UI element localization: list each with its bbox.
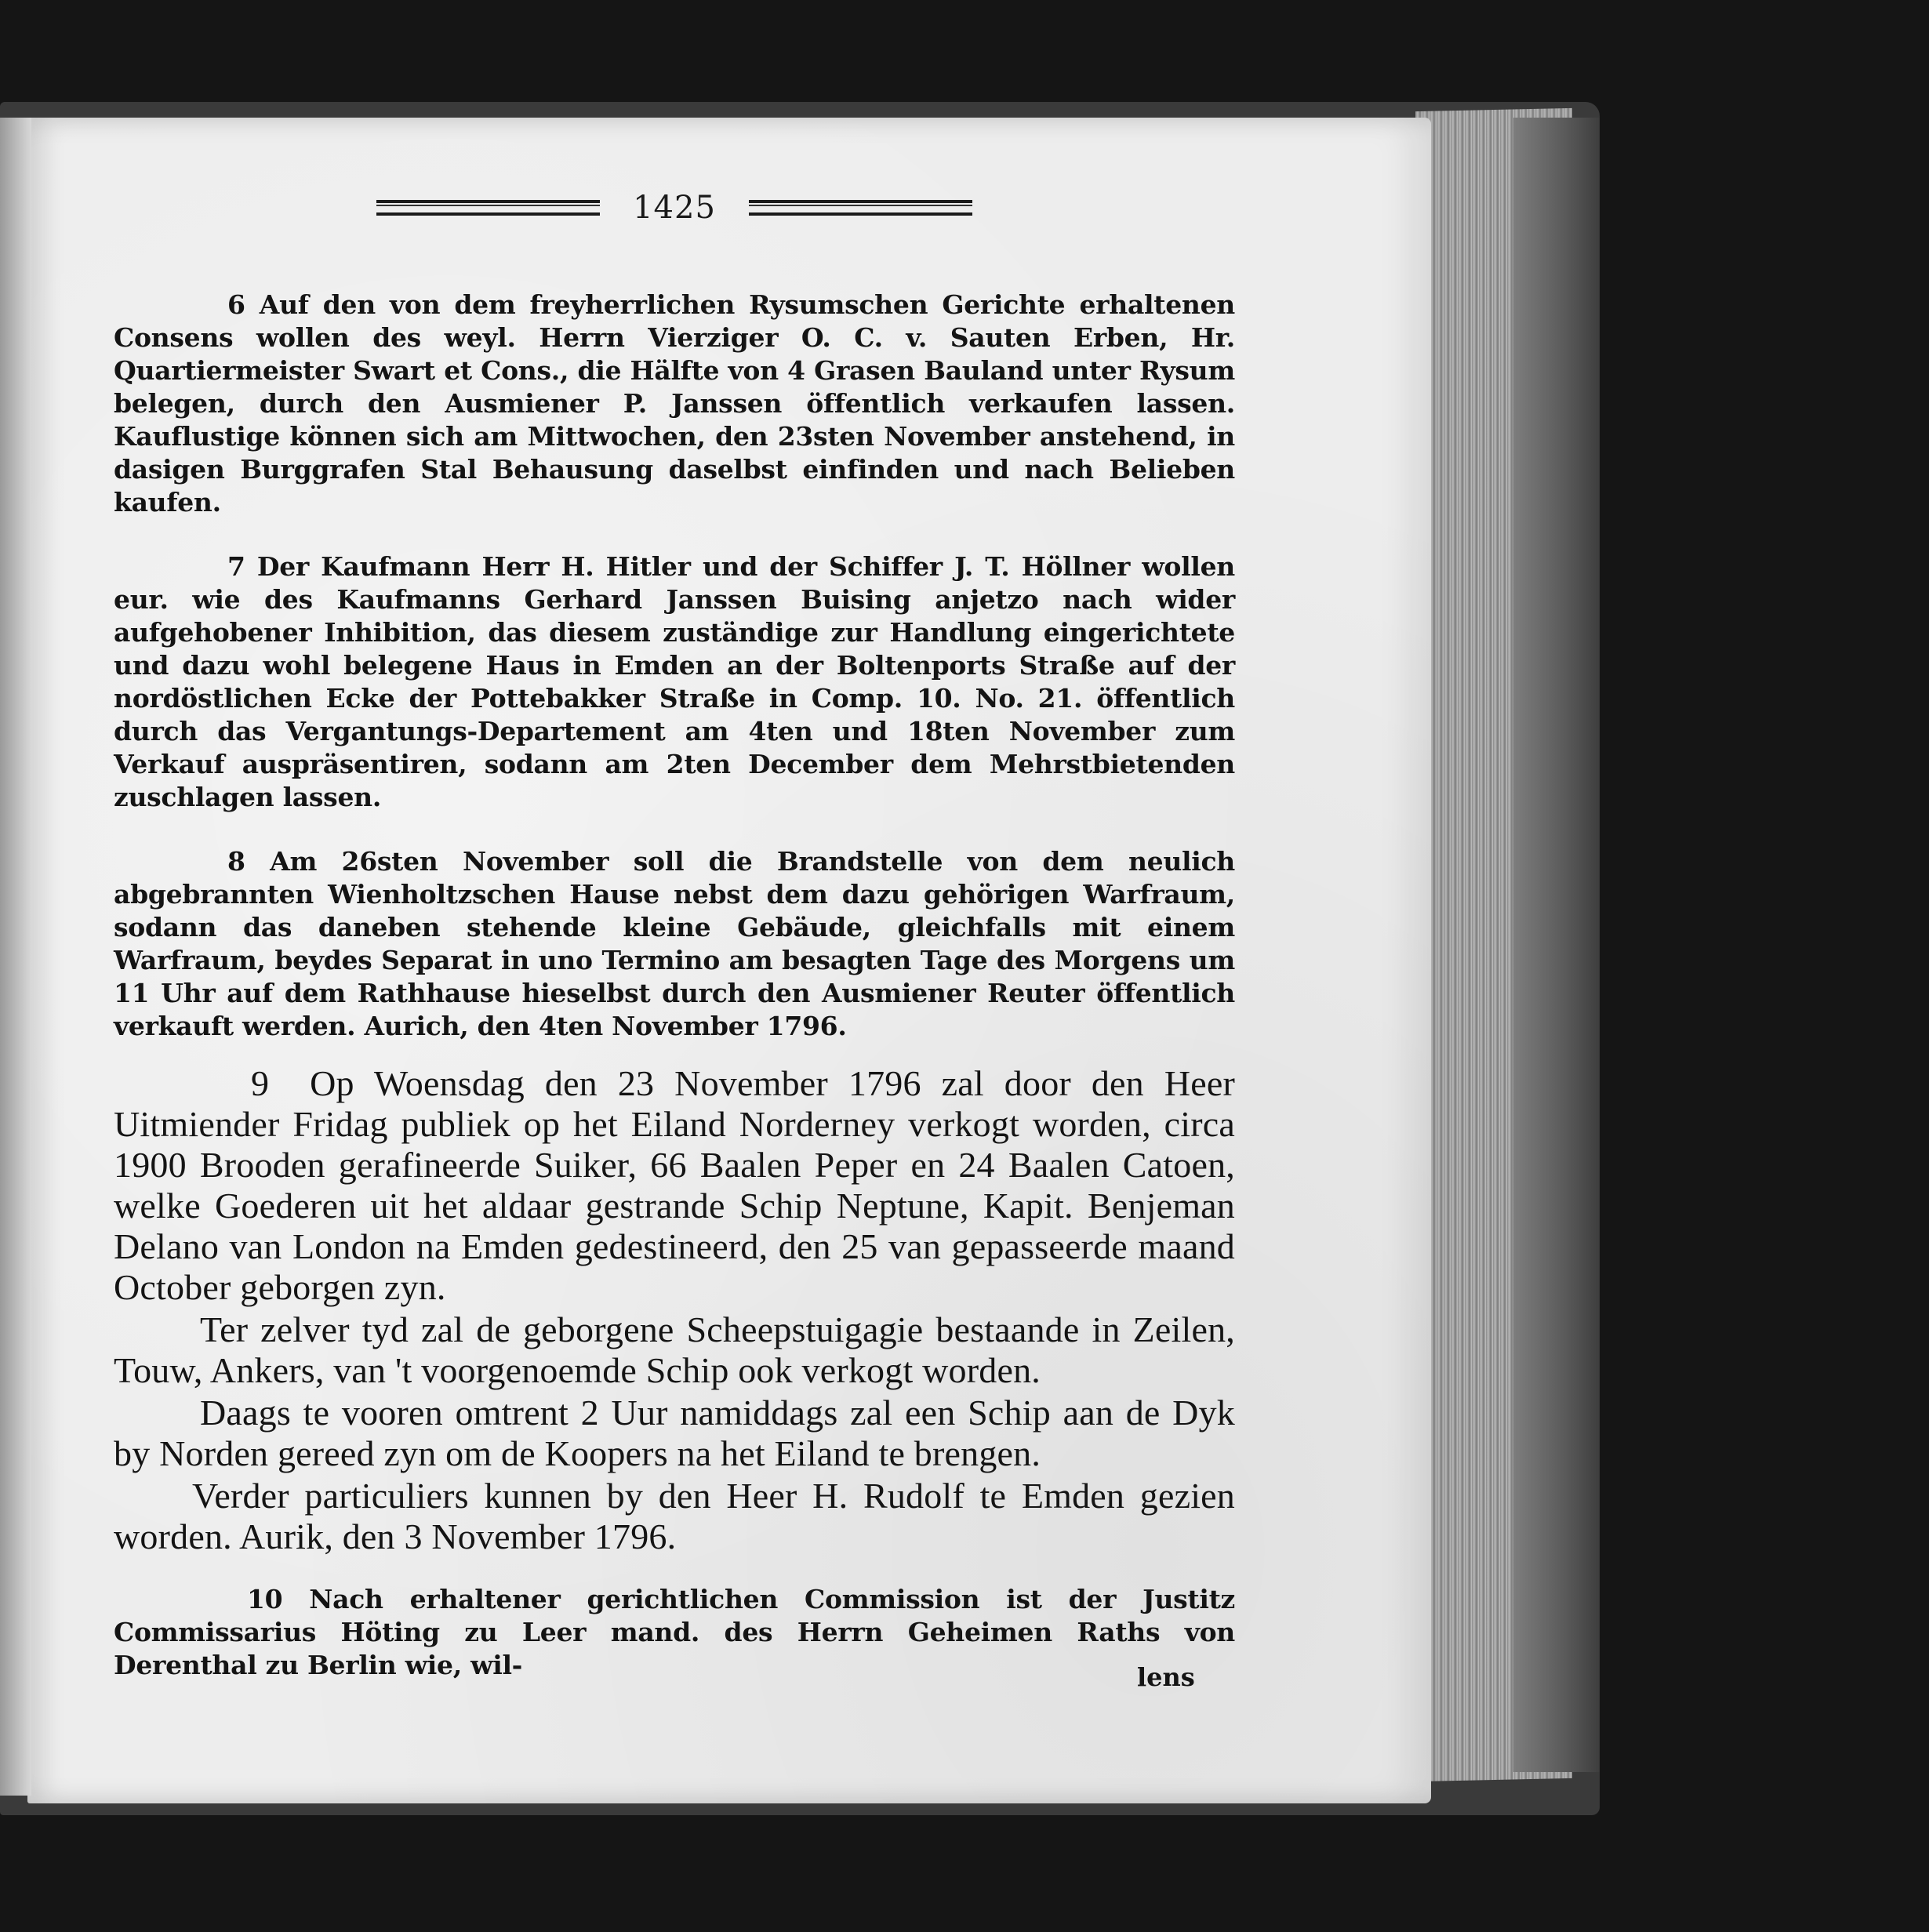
notice-number: 7 xyxy=(227,551,245,582)
notice-9-part-2: Ter zelver tyd zal de geborgene Scheepstuigagie bestaande in Zeilen, Touw, Ankers, van 't voorgenoemde Schip ook verkogt worden. xyxy=(114,1309,1235,1390)
notice-10 xyxy=(114,1583,1235,1682)
catchword: lens xyxy=(1137,1662,1195,1692)
notice-number: 10 xyxy=(247,1584,283,1614)
notice-6 xyxy=(114,289,1235,519)
notice-9 xyxy=(114,1063,1235,1308)
notice-text: Auf den von dem freyherrlichen Rysumschen Gerichte erhaltenen Consens wollen des weyl. Herrn Vierziger O. C. v. Sauten Erben, Hr. Quartiermeister Swart et Cons., die Hälfte von 4 Grasen Bauland unter Rysum belegen, durch den Ausmiener P. Janssen öffentlich verkaufen lassen. Kauflustige können sich am Mittwochen, den 23sten November anstehend, in dasigen Burggrafen Stal Behausung daselbst einfinden und nach Belieben kaufen. xyxy=(114,289,1235,518)
header-rule-left xyxy=(376,200,600,216)
text-column xyxy=(114,263,1235,1682)
notice-text: Op Woensdag den 23 November 1796 zal door den Heer Uitmiender Fridag publiek op het Eiland Norderney verkogt worden, circa 1900 Brooden gerafineerde Suiker, 66 Baalen Peper en 24 Baalen Catoen, welke Goederen uit het aldaar gestrande Schip Neptune, Kapit. Benjeman Delano van London na Emden gedestineerd, den 25 van gepasseerde maand October geborgen zyn. xyxy=(114,1063,1235,1307)
notice-text: Am 26sten November soll die Brandstelle von dem neulich abgebrannten Wienholtzschen Hause nebst dem dazu gehörigen Warfraum, sodann das daneben stehende kleine Gebäude, gleichfalls mit einem Warfraum, beydes Separat in uno Termino am besagten Tage des Morgens um 11 Uhr auf dem Rathhause hieselbst durch den Ausmiener Reuter öffentlich verkauft werden. Aurich, den 4ten November 1796. xyxy=(114,846,1235,1041)
notice-text: Nach erhaltener gerichtlichen Commission ist der Justitz Commissarius Höting zu Leer mand. des Herrn Geheimen Raths von Derenthal zu Berlin wie, wil- xyxy=(114,1584,1235,1680)
notice-9-part-3: Daags te vooren omtrent 2 Uur namiddags zal een Schip aan de Dyk by Norden gereed zyn om de Koopers na het Eiland te brengen. xyxy=(114,1393,1235,1473)
notice-9-part-4: Verder particuliers kunnen by den Heer H. Rudolf te Emden gezien worden. Aurik, den 3 November 1796. xyxy=(114,1476,1235,1556)
notice-8 xyxy=(114,845,1235,1043)
notice-7 xyxy=(114,550,1235,814)
notice-text: Der Kaufmann Herr H. Hitler und der Schiffer J. T. Höllner wollen eur. wie des Kaufmanns Gerhard Janssen Buising anjetzo nach wider aufgehobener Inhibition, das diesem zuständige zur Handlung eingerichtete und dazu wohl belegene Haus in Emden an der Boltenports Straße auf der nordöstlichen Ecke der Pottebakker Straße in Comp. 10. No. 21. öffentlich durch das Vergantungs-Departement am 4ten und 18ten November zum Verkauf auspräsentiren, sodann am 2ten December dem Mehrstbietenden zuschlagen lassen. xyxy=(114,551,1235,812)
notice-number: 9 xyxy=(251,1063,270,1103)
page-number: 1425 xyxy=(633,190,716,226)
facing-page-edge xyxy=(0,118,31,1796)
notice-number: 6 xyxy=(227,289,245,320)
page-header xyxy=(376,184,972,231)
header-rule-right xyxy=(749,200,972,216)
book-spine-shadow xyxy=(1513,118,1600,1772)
notice-number: 8 xyxy=(227,846,245,877)
